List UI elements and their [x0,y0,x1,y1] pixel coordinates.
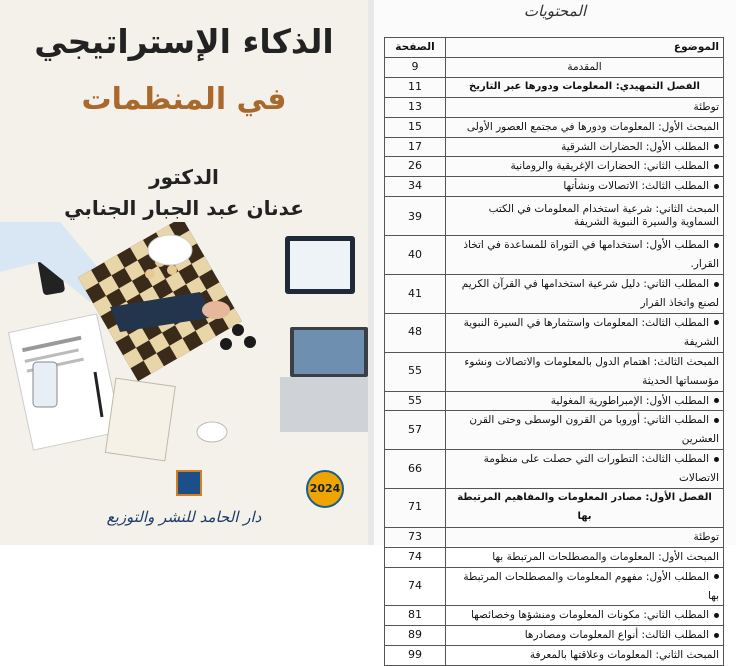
toc-topic [446,547,724,567]
toc-topic-label: المبحث الثاني: المعلومات وعلاقتها بالمعرفة [529,649,719,662]
author-title: الدكتور [149,165,219,189]
toc-row [385,137,724,157]
bullet-icon [714,398,719,403]
toc-topic [446,489,724,528]
toc-topic-label: المطلب الثالث: التطورات التي حصلت على منظومة الاتصالات [483,453,719,485]
toc-row [385,177,724,197]
toc-topic-label: المبحث الثاني: شرعية استخدام المعلومات في الكتب السماوية والسيرة النبوية الشريفة [488,203,719,229]
toc-topic-label: المقدمة [567,60,602,73]
toc-topic-label: المطلب الثالث: الاتصالات ونشأتها [563,180,709,193]
toc-topic [446,646,724,666]
toc-page-number: 34 [385,177,446,197]
toc-page-number: 26 [385,157,446,177]
toc-topic [446,391,724,411]
toc-topic [446,567,724,606]
toc-topic-label: المطلب الأول: مفهوم المعلومات والمصطلحات المرتبطة بها [463,570,719,602]
toc-topic [446,77,724,97]
toc-page-number: 55 [385,352,446,391]
toc-topic-label: توطئة [693,530,719,543]
toc-topic [446,352,724,391]
toc-row [385,197,724,236]
toc-topic [446,177,724,197]
toc-topic-label: المبحث الأول: المعلومات ودورها في مجتمع العصور الأولى [466,120,719,133]
toc-table [384,37,724,666]
toc-header-row [385,38,724,58]
cover-title: الذكاء الإستراتيجي [34,22,334,61]
toc-row [385,157,724,177]
toc-page-number: 57 [385,411,446,450]
bullet-icon [714,320,719,325]
toc-page [374,0,736,662]
toc-row [385,352,724,391]
toc-row [385,606,724,626]
bullet-icon [714,282,719,287]
toc-topic-label: الفصل التمهيدي: المعلومات ودورها عبر التاريخ [469,80,700,92]
bullet-icon [714,243,719,248]
toc-topic-label: المبحث الثالث: اهتمام الدول بالمعلومات والاتصالات ونشوء مؤسساتها الحديثة [464,355,719,387]
toc-page-number: 81 [385,606,446,626]
toc-page-number: 48 [385,313,446,352]
cover-subtitle: في المنظمات [81,82,287,117]
toc-page-number: 40 [385,236,446,275]
toc-row [385,646,724,666]
toc-page-number: 55 [385,391,446,411]
toc-page-number: 74 [385,547,446,567]
column-header-topic: الموضوع [446,38,724,58]
toc-topic [446,137,724,157]
toc-topic-label: المطلب الثاني: الحضارات الإغريقية والرومانية [510,160,709,173]
toc-topic [446,606,724,626]
bullet-icon [714,633,719,638]
bullet-icon [714,457,719,462]
toc-page-number: 13 [385,97,446,117]
toc-topic-label: المبحث الأول: المعلومات والمصطلحات المرتبطة بها [492,550,719,563]
toc-row [385,97,724,117]
toc-page-number: 89 [385,626,446,646]
bullet-icon [714,418,719,423]
toc-row [385,313,724,352]
toc-row [385,236,724,275]
toc-topic-label: المطلب الأول: استخدامها في التوراة للمساعدة في اتخاذ القرار. [463,239,719,271]
toc-topic [446,57,724,77]
toc-topic [446,313,724,352]
toc-topic [446,117,724,137]
toc-row [385,391,724,411]
toc-topic-label: المطلب الأول: الإمبراطورية المغولية [550,394,709,407]
toc-page-number: 73 [385,527,446,547]
toc-page-number: 9 [385,57,446,77]
bullet-icon [714,144,719,149]
toc-page-number: 41 [385,275,446,314]
cover-illustration [0,222,368,467]
toc-row [385,275,724,314]
toc-topic-label: المطلب الثاني: أوروبا من القرون الوسطى وحتى القرن العشرين [469,414,719,446]
toc-topic-label: المطلب الثاني: دليل شرعية استخدامها في القرآن الكريم لصنع واتخاذ القرار [461,278,719,309]
toc-row [385,547,724,567]
toc-row [385,567,724,606]
toc-row [385,77,724,97]
toc-topic-label: المطلب الثالث: أنواع المعلومات ومصادرها [524,629,709,642]
author-name: عدنان عبد الجبار الجنابي [64,196,304,220]
toc-topic [446,626,724,646]
toc-topic [446,411,724,450]
toc-topic [446,275,724,314]
toc-row [385,626,724,646]
publisher-name: دار الحامد للنشر والتوزيع [106,508,262,526]
toc-topic [446,236,724,275]
toc-row [385,57,724,77]
toc-page-number: 74 [385,567,446,606]
toc-row [385,117,724,137]
toc-topic-label: الفصل الأول: مصادر المعلومات والمفاهيم المرتبطة بها [457,492,712,522]
toc-heading: المحتويات [523,2,587,20]
toc-page-number: 17 [385,137,446,157]
bullet-icon [714,184,719,189]
toc-page-number: 11 [385,77,446,97]
toc-page-number: 71 [385,489,446,528]
publisher-logo [176,470,202,496]
toc-page-number: 66 [385,450,446,489]
toc-page-number: 99 [385,646,446,666]
toc-topic [446,97,724,117]
year-badge: 2024 [306,470,344,508]
toc-topic [446,450,724,489]
toc-row [385,489,724,528]
toc-row [385,527,724,547]
toc-topic [446,157,724,177]
toc-topic [446,527,724,547]
toc-topic-label: المطلب الثالث: المعلومات واستثمارها في السيرة النبوية الشريفة [463,316,719,348]
toc-page-number: 15 [385,117,446,137]
toc-topic-label: المطلب الثاني: مكونات المعلومات ومنشؤها وخصائصها [470,609,709,622]
toc-page-number: 39 [385,197,446,236]
bullet-icon [714,574,719,579]
column-header-page: الصفحة [385,38,446,58]
bullet-icon [714,164,719,169]
toc-row [385,450,724,489]
toc-topic-label: المطلب الأول: الحضارات الشرقية [561,140,709,153]
toc-topic-label: توطئة [693,100,719,113]
toc-row [385,411,724,450]
toc-topic [446,197,724,236]
book-cover [0,0,368,545]
toc-body [385,57,724,665]
bullet-icon [714,613,719,618]
